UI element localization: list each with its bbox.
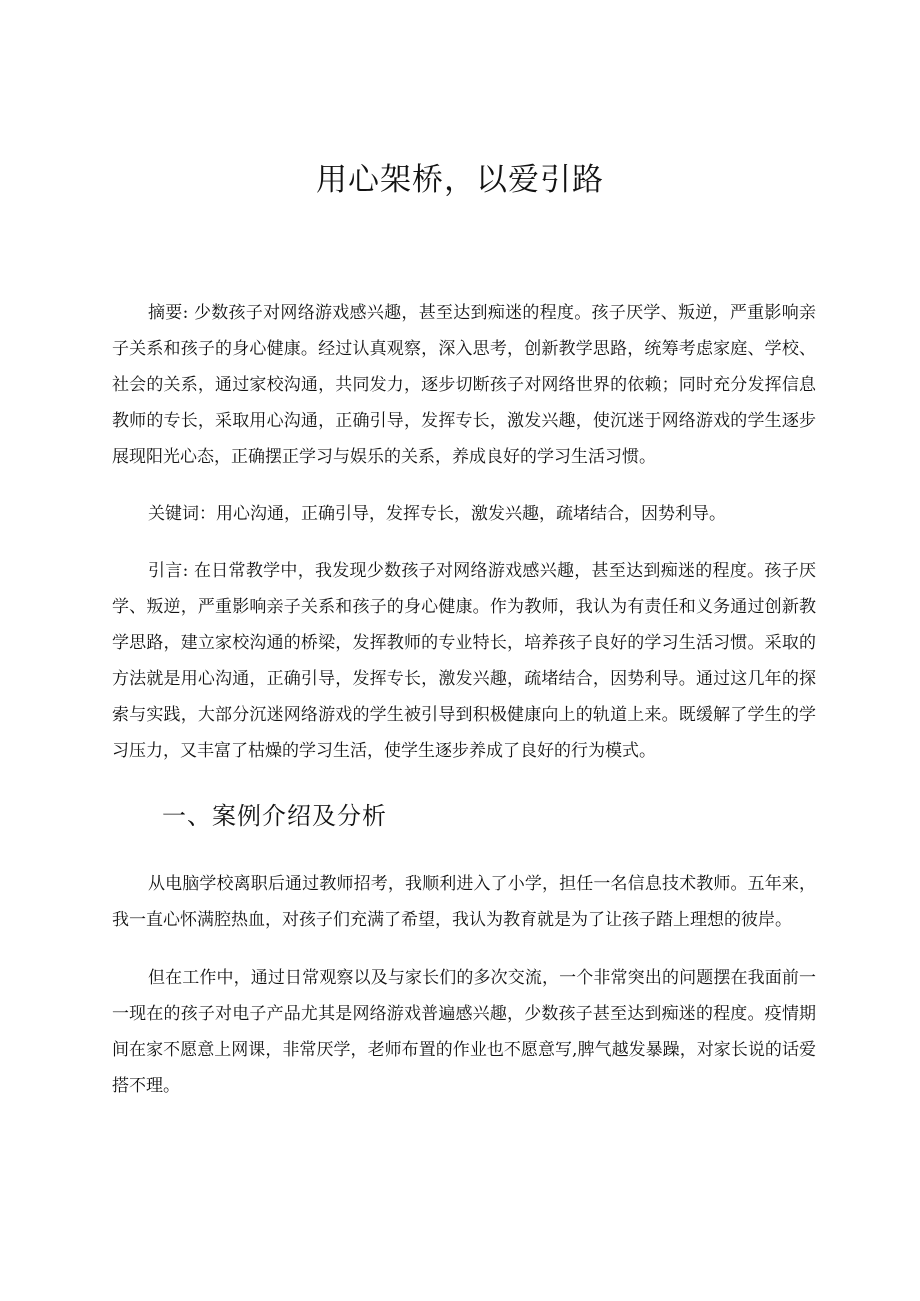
- abstract-paragraph: 摘要: 少数孩子对网络游戏感兴趣，甚至达到痴迷的程度。孩子厌学、叛逆，严重影响亲子关系和孩子的身心健康。经过认真观察，深入思考，创新教学思路，统筹考虑家庭、学校、社会的关系，通过家校沟通，共同发力，逐步切断孩子对网络世界的依赖；同时充分发挥信息教师的专长，采取用心沟通，正确引导，发挥专长，激发兴趣，使沉迷于网络游戏的学生逐步展现阳光心态，正确摆正学习与娱乐的关系，养成良好的学习生活习惯。: [112, 303, 816, 467]
- section-paragraph: 但在工作中，通过日常观察以及与家长们的多次交流，一个非常突出的问题摆在我面前一一现在的孩子对电子产品尤其是网络游戏普遍感兴趣，少数孩子甚至达到痴迷的程度。疫情期间在家不愿意上网课，非常厌学，老师布置的作业也不愿意写,脾气越发暴躁，对家长说的话爱搭不理。: [112, 968, 816, 1096]
- introduction-paragraph: 引言: 在日常教学中，我发现少数孩子对网络游戏感兴趣，甚至达到痴迷的程度。孩子厌学、叛逆，严重影响亲子关系和孩子的身心健康。作为教师，我认为有责任和义务通过创新教学思路，建立家校沟通的桥梁，发挥教师的专业特长，培养孩子良好的学习生活习惯。采取的方法就是用心沟通，正确引导，发挥专长，激发兴趣，疏堵结合，因势利导。通过这几年的探索与实践，大部分沉迷网络游戏的学生被引导到积极健康向上的轨道上来。既缓解了学生的学习压力，又丰富了枯燥的学习生活，使学生逐步养成了良好的行为模式。: [112, 561, 816, 761]
- section-heading: 一、案例介绍及分析: [162, 802, 387, 830]
- section-paragraph: 从电脑学校离职后通过教师招考，我顺利进入了小学，担任一名信息技术教师。五年来，我一直心怀满腔热血，对孩子们充满了希望，我认为教育就是为了让孩子踏上理想的彼岸。: [112, 874, 816, 930]
- document-title: 用心架桥，以爱引路: [316, 162, 604, 198]
- keywords-paragraph: 关键词：用心沟通，正确引导，发挥专长，激发兴趣，疏堵结合，因势利导。: [148, 504, 726, 524]
